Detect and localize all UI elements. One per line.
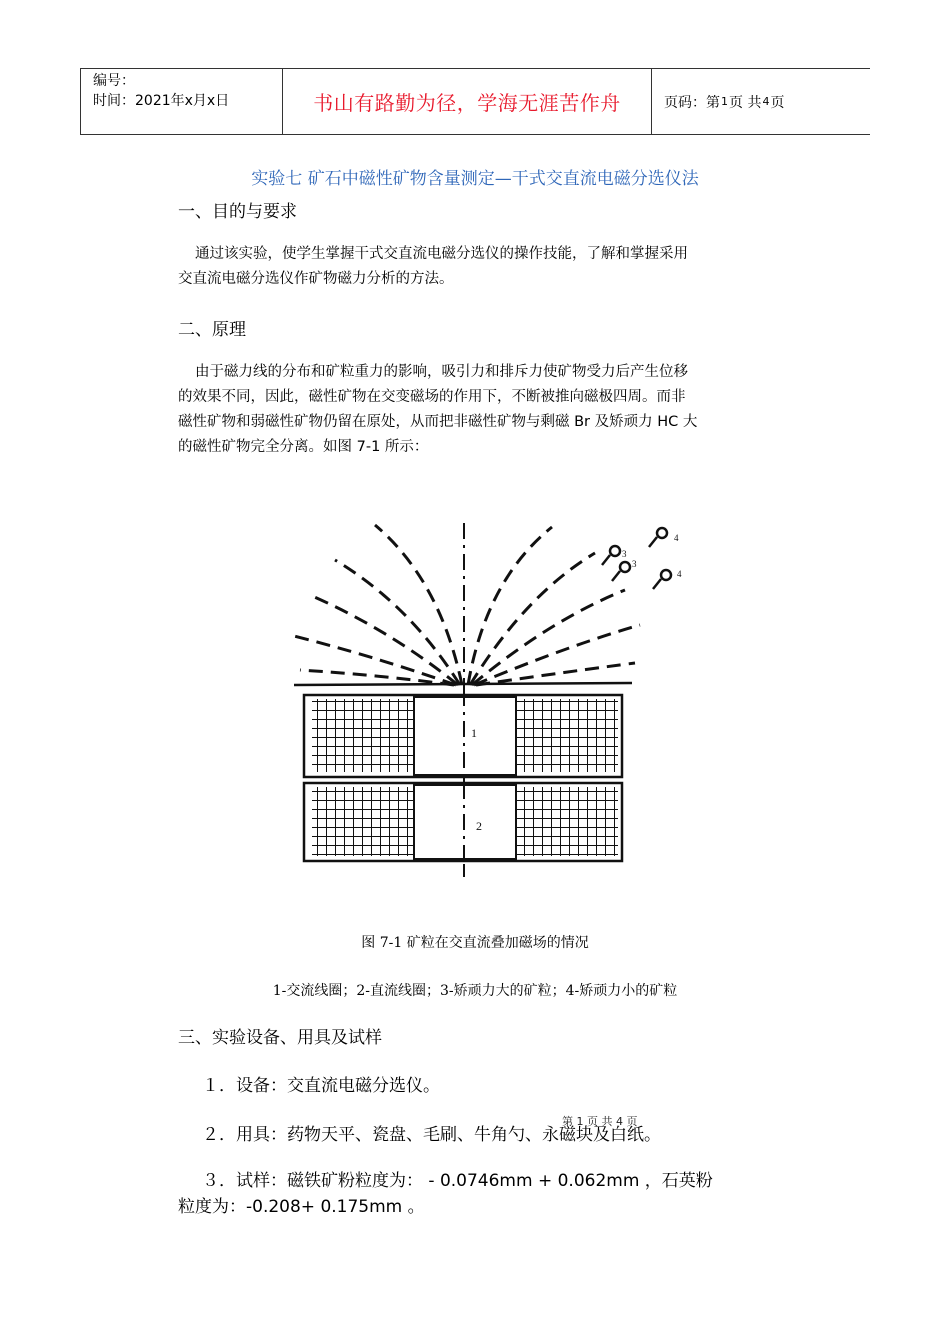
figure-legend: 1-交流线圈；2-直流线圈；3-矫顽力大的矿粒；4-矫顽力小的矿粒 xyxy=(272,983,678,999)
particles xyxy=(602,528,671,589)
section2-line4: 的磁性矿物完全分离。如图 7-1 所示： xyxy=(178,439,429,455)
field-line xyxy=(474,625,640,685)
magnetic-field-figure xyxy=(290,485,710,885)
section2-heading: 二、原理 xyxy=(178,320,246,340)
field-line xyxy=(375,525,462,685)
header-table xyxy=(80,68,870,135)
label-particle-3a: 3 xyxy=(622,549,627,559)
page-mid: 页 共 xyxy=(729,94,762,111)
coil-winding-right xyxy=(516,787,618,856)
coil-winding-right xyxy=(516,699,618,772)
section2-line3: 磁性矿物和弱磁性矿物仍留在原处，从而把非磁性矿物与剩磁 Br 及矫顽力 HC 大 xyxy=(178,414,698,430)
page-total: 4 xyxy=(762,95,770,108)
label-particle-4b: 4 xyxy=(677,569,682,579)
label-particle-3b: 3 xyxy=(632,559,637,569)
page-suffix: 页 xyxy=(770,94,785,111)
section1-line2: 交直流电磁分选仪作矿物磁力分析的方法。 xyxy=(178,271,454,287)
section1-line1: 通过该实验，使学生掌握干式交直流电磁分选仪的操作技能，了解和掌握采用 xyxy=(195,246,688,262)
field-line xyxy=(335,560,460,685)
sample-item-line1: ３．试样：磁铁矿粉粒度为： - 0.0746mm + 0.062mm ，石英粉 xyxy=(202,1171,713,1191)
label-dc-coil: 2 xyxy=(476,819,482,833)
field-line xyxy=(470,553,595,685)
label-ac-coil: 1 xyxy=(471,726,477,740)
section2-line2: 的效果不同，因此，磁性矿物在交变磁场的作用下，不断被推向磁极四周。而非 xyxy=(178,389,686,405)
figure-caption: 图 7-1 矿粒在交直流叠加磁场的情况 xyxy=(361,935,589,951)
sample-item-line2: 粒度为：-0.208+ 0.175mm 。 xyxy=(178,1197,425,1217)
pole-surface xyxy=(294,683,632,685)
number-label: 编号： xyxy=(93,73,135,89)
particle-low-coercivity xyxy=(649,528,667,547)
page-number-cell xyxy=(652,68,870,135)
page-current: 1 xyxy=(721,95,728,108)
particle-high-coercivity xyxy=(612,562,630,581)
section3-heading: 三、实验设备、用具及试样 xyxy=(178,1028,382,1048)
section2-line1: 由于磁力线的分布和矿粒重力的影响，吸引力和排斥力使矿物受力后产生位移 xyxy=(195,364,688,380)
coil-winding-left xyxy=(312,699,414,772)
coil-winding-left xyxy=(312,787,414,856)
equipment-item: １．设备：交直流电磁分选仪。 xyxy=(202,1076,440,1096)
particle-low-coercivity xyxy=(653,570,671,589)
section1-heading: 一、目的与要求 xyxy=(178,202,297,222)
page-prefix: 页码：第 xyxy=(664,94,720,111)
tools-item: ２．用具：药物天平、瓷盘、毛刷、牛角勺、永磁块及白纸。 xyxy=(202,1125,661,1145)
field-line xyxy=(468,527,552,685)
document-title: 实验七 矿石中磁性矿物含量测定—干式交直流电磁分选仪法 xyxy=(251,169,699,189)
particle-high-coercivity xyxy=(602,546,620,565)
page-footer: 第 1 页 共 4 页 xyxy=(562,1115,638,1128)
motto: 书山有路勤为径，学海无涯苦作舟 xyxy=(313,91,621,115)
label-particle-4a: 4 xyxy=(674,533,679,543)
motto-cell xyxy=(282,68,652,135)
header-info-cell xyxy=(80,68,282,135)
time-label: 时间：2021年x月x日 xyxy=(93,93,230,109)
